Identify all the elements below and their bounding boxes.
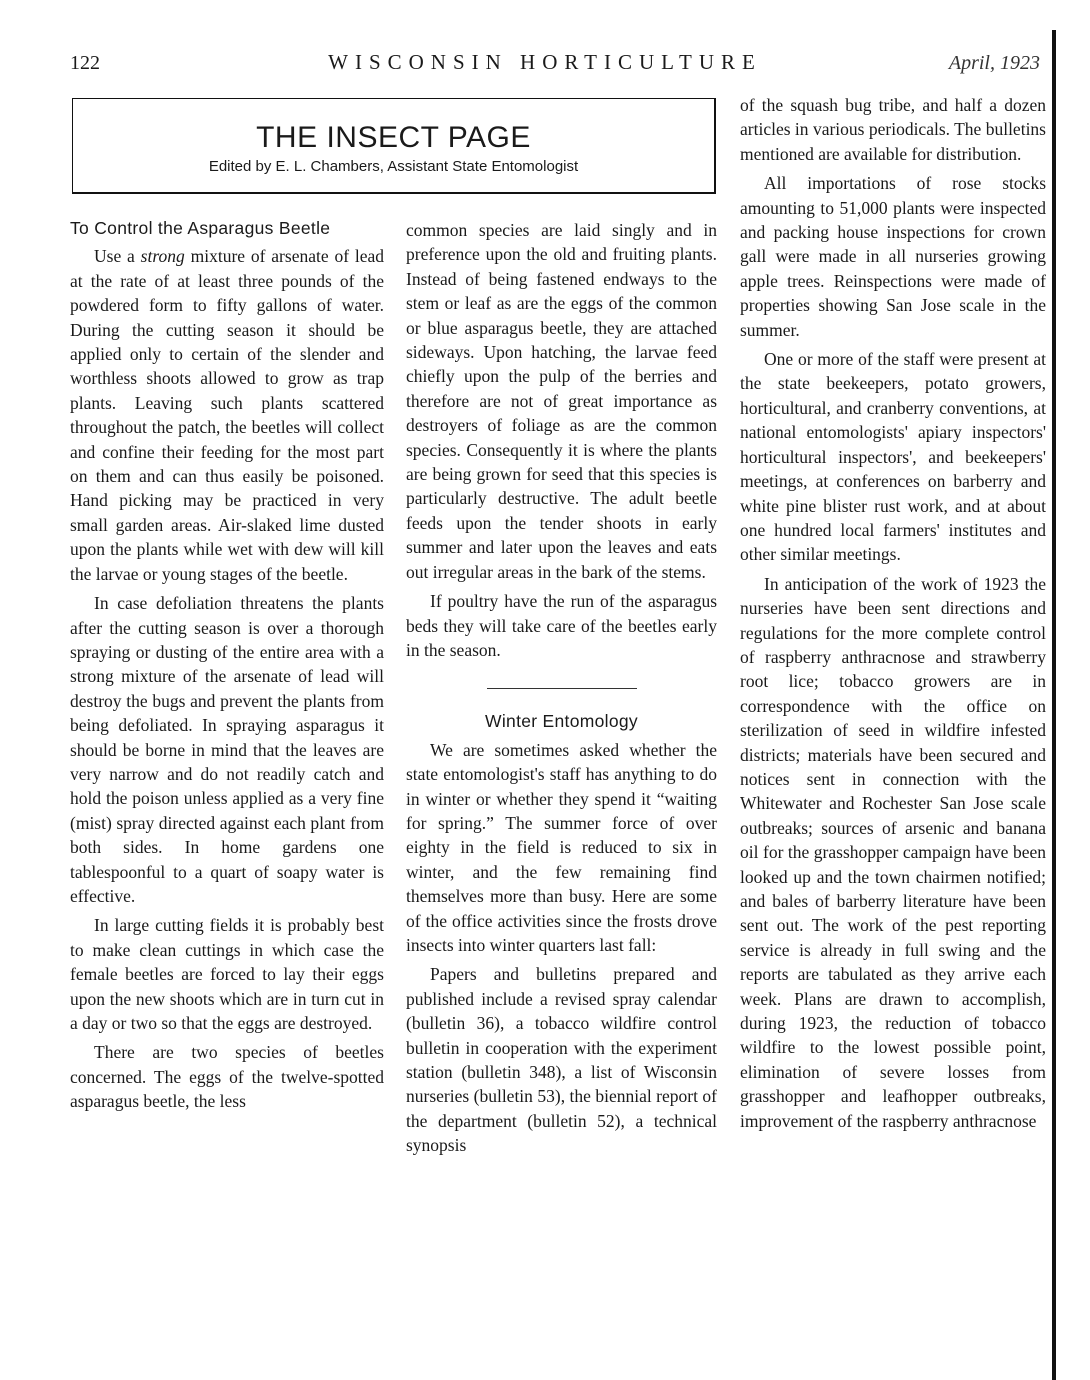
- emphasis-text: strong: [140, 246, 185, 267]
- page-edge-rule: [1052, 30, 1056, 1380]
- article-heading-winter-entomology: Winter Entomology: [485, 711, 638, 732]
- article-paragraph: We are sometimes asked whether the state entomologist's staff has anything to do in winter or whether they spend it “waiting for spring.” The summer force of over eighty in the field is reduced to six in winter, and the few remaining find themselves more than busy. Here are some of the office activities since the frosts drove insects into winter quarters last fall:: [406, 739, 717, 955]
- column-right: [740, 93, 1046, 1138]
- issue-date: April, 1923: [948, 52, 1040, 74]
- page-title: THE INSECT PAGE: [256, 121, 531, 154]
- title-box: [72, 98, 716, 194]
- column-middle: [406, 218, 717, 1163]
- article-paragraph: In case defoliation threatens the plants after the cutting season is over a thorough spraying or dusting of the entire area with a strong mixture of the arsenate of lead will destroy the bugs and prevent the plants from being defoliated. In spraying asparagus it should be borne in mind that the leaves are very narrow and do not readily catch and hold the poison unless applied as a very fine (mist) spray directed against each plant from both sides. In home gardens one tablespoonful to a quart of soapy water is effective.: [70, 593, 384, 906]
- article-paragraph: In anticipation of the work of 1923 the nurseries have been sent directions and regulations for the more complete control of raspberry anthracnose and strawberry root lice; tobacco growers are in correspondence with the office on sterilization of seed in wildfire infested districts; materials have been secured and notices sent in connection with the Whitewater and Rochester San Jose scale outbreaks; sources of arsenic and banana oil for the grasshopper campaign have been looked up and the town chairmen notified; and bales of barberry literature have been sent out. The work of the pest reporting service is already in full swing and the reports are tabulated as they arrive each week. Plans are drawn to accomplish, during 1923, the reduction of tobacco wildfire to the lowest possible point, elimination of severe losses from grasshopper and leafhopper outbreaks, improvement of the raspberry anthracnose: [740, 573, 1046, 1131]
- article-paragraph: One or more of the staff were present at the state beekeepers, potato growers, horticultural, and cranberry conventions, at national entomologists' apiary inspectors' horticultural inspectors', and beekeepers' meetings, at conferences on barberry and white pine blister rust work, and at about one hundred local farmers' institutes and other similar meetings.: [740, 349, 1046, 565]
- article-paragraph-continued: of the squash bug tribe, and half a dozen articles in various periodicals. The bulletins mentioned are available for distribution.: [740, 95, 1046, 164]
- article-heading-asparagus-beetle: To Control the Asparagus Beetle: [70, 218, 331, 238]
- article-paragraph: All importations of rose stocks amounting to 51,000 plants were inspected and packing house inspections for crown gall were made in all nurseries growing apple trees. Reinspections were made of properties showing San Jose scale in the summer.: [740, 173, 1046, 340]
- article-paragraph-continued: common species are laid singly and in preference upon the old and fruiting plants. Instead of being fastened endways to the stem or leaf as are the eggs of the common or blue asparagus beetle, they are attached sideways. Upon hatching, the larvae feed chiefly upon the pulp of the berries and therefore are not of great importance as destroyers of foliage as are the common species. Consequently it is where the plants are being grown for seed that this species is particularly destructive. The adult beetle feeds upon the tender shoots in early summer and later upon the leaves and eats out irregular areas in the bark of the stems.: [406, 220, 717, 582]
- article-paragraph: Use a strong mixture of arsenate of lead at the rate of at least three pounds of the powdered form to fifty gallons of water. During the cutting season it should be applied only to certain of the slender and worthless shoots allowed to grow as trap plants. Leaving such plants scattered throughout the patch, the beetles will collect and confine their feeding for the most part on them and can thus easily be poisoned. Hand picking may be practiced in very small garden areas. Air-slaked lime dusted upon the plants while wet with dew will kill the larvae or young stages of the beetle.: [70, 246, 385, 584]
- editor-credit: Edited by E. L. Chambers, Assistant State Entomologist: [208, 158, 579, 175]
- column-left: [70, 216, 384, 1119]
- running-title: WISCONSIN HORTICULTURE: [328, 50, 762, 74]
- page-number: 122: [70, 52, 100, 74]
- section-divider: [487, 688, 637, 689]
- article-paragraph: In large cutting fields it is probably best to make clean cuttings in which case the female beetles are forced to lay their eggs upon the new shoots which are in turn cut in a day or two so that the eggs are destroyed.: [70, 915, 384, 1033]
- article-paragraph: If poultry have the run of the asparagus beds they will take care of the beetles early in the season.: [406, 591, 717, 660]
- article-paragraph: There are two species of beetles concerned. The eggs of the twelve-spotted asparagus beetle, the less: [70, 1042, 384, 1112]
- article-paragraph: Papers and bulletins prepared and published include a revised spray calendar (bulletin 36), a tobacco wildfire control bulletin in cooperation with the experiment station (bulletin 348), a list of Wisconsin nurseries (bulletin 53), the biennial report of the department (bulletin 52), a technical synopsis: [406, 964, 717, 1156]
